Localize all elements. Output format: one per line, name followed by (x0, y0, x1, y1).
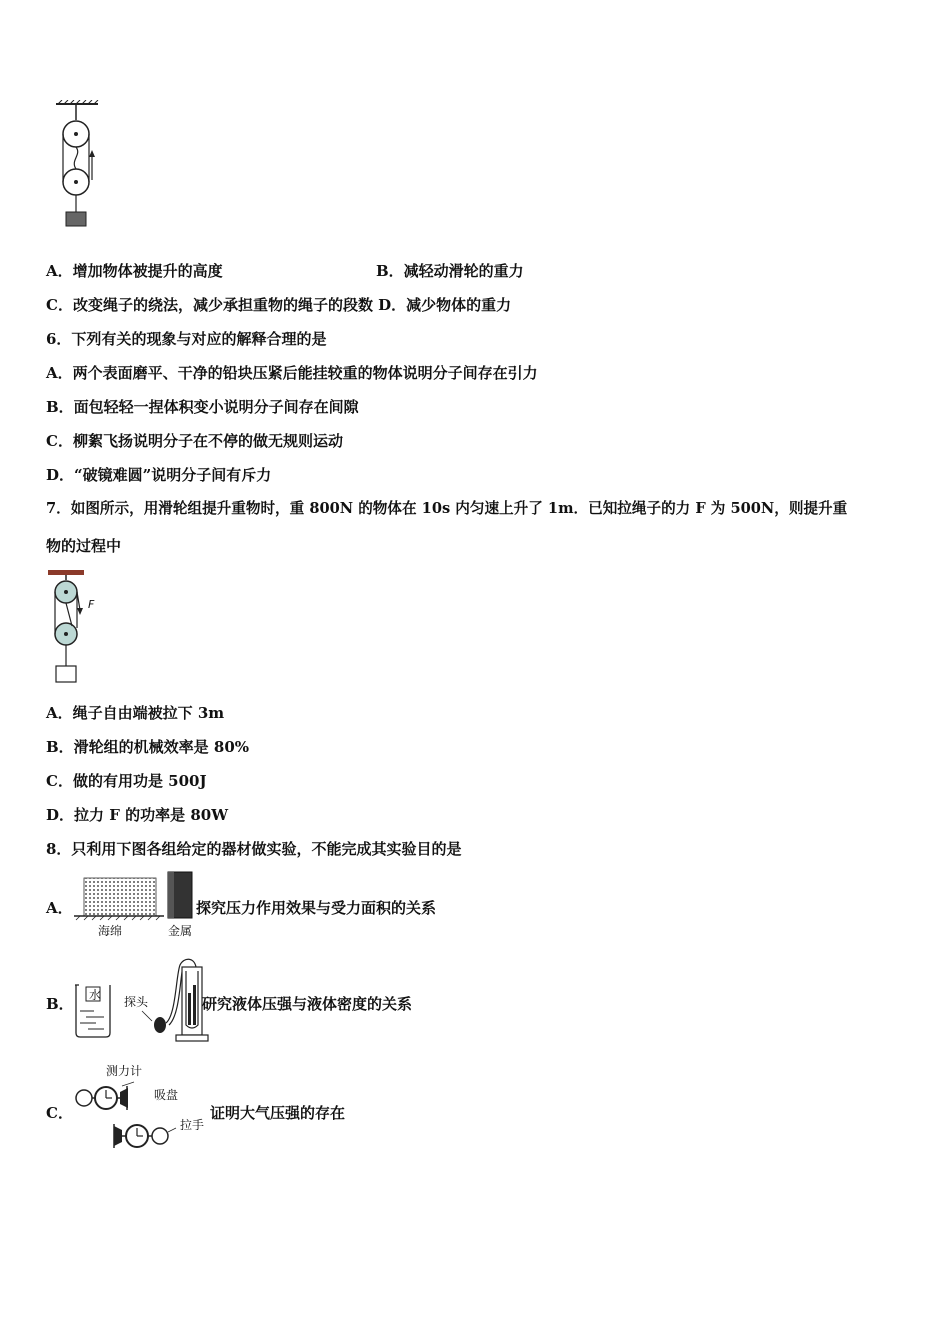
probe-label: 探头 (124, 995, 149, 1009)
q6-option-b: B．面包轻轻一捏体积变小说明分子间存在间隙 (46, 398, 359, 416)
q7-stem-line2: 物的过程中 (46, 537, 122, 555)
metal-label: 金属 (168, 924, 193, 938)
q8-option-a-letter: A． (46, 899, 73, 917)
pulley-figure-q7 (44, 568, 114, 688)
q8-option-c-letter: C． (46, 1104, 73, 1122)
q8-option-b-letter: B． (46, 995, 74, 1013)
q5-option-a: A．增加物体被提升的高度 (46, 262, 223, 280)
q6-option-d: D．“破镜难圆”说明分子间有斥力 (46, 466, 272, 484)
suction-cup-label: 吸盘 (154, 1088, 179, 1102)
sponge-metal-figure (72, 868, 200, 938)
meter-label: 测力计 (106, 1064, 143, 1078)
pulley-figure-q5 (52, 100, 112, 235)
water-label: 水 (89, 988, 102, 1002)
q8-option-c-text: 证明大气压强的存在 (210, 1104, 346, 1122)
q8-option-b-text: 研究液体压强与液体密度的关系 (202, 995, 413, 1013)
suction-cup-figure (72, 1060, 212, 1156)
q6-stem: 6．下列有关的现象与对应的解释合理的是 (46, 330, 327, 348)
q7-option-d: D．拉力 F 的功率是 80W (46, 806, 229, 824)
liquid-pressure-figure (72, 955, 212, 1047)
q8-stem: 8．只利用下图各组给定的器材做实验，不能完成其实验目的是 (46, 840, 462, 858)
q6-option-c: C．柳絮飞扬说明分子在不停的做无规则运动 (46, 432, 343, 450)
q7-option-c: C．做的有用功是 500J (46, 772, 207, 790)
sponge-label: 海绵 (98, 924, 123, 938)
handle-label: 拉手 (180, 1118, 205, 1132)
q5-option-b: B．减轻动滑轮的重力 (376, 262, 524, 280)
q7-option-b: B．滑轮组的机械效率是 80% (46, 738, 250, 756)
q8-option-a-text: 探究压力作用效果与受力面积的关系 (196, 899, 437, 917)
q6-option-a: A．两个表面磨平、干净的铅块压紧后能挂较重的物体说明分子间存在引力 (46, 364, 538, 382)
q5-option-cd: C．改变绳子的绕法，减少承担重物的绳子的段数 D．减少物体的重力 (46, 296, 512, 314)
force-label-f: F (88, 598, 95, 611)
q7-option-a: A．绳子自由端被拉下 3m (46, 704, 225, 722)
q7-stem-line1: 7．如图所示，用滑轮组提升重物时，重 800N 的物体在 10s 内匀速上升了 1m．已知拉绳子的力 F 为 500N，则提升重 (46, 500, 848, 517)
